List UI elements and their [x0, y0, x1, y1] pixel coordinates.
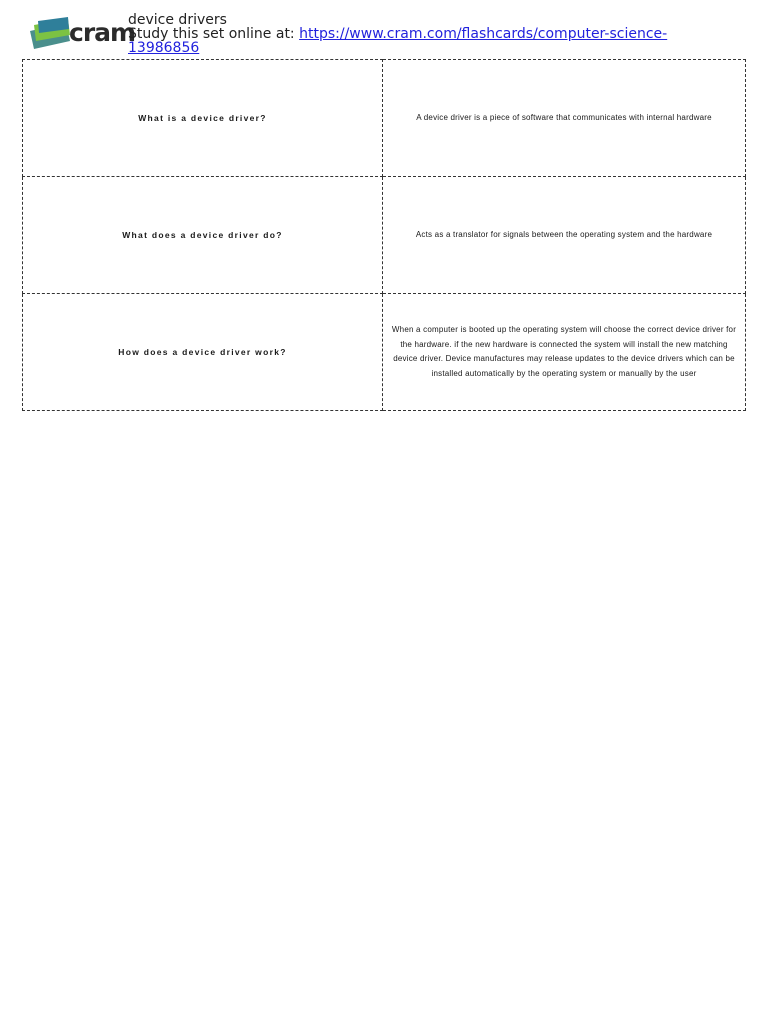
page-header	[28, 13, 748, 57]
study-online-line	[128, 27, 708, 55]
flashcard-row	[23, 294, 746, 411]
cram-logo-icon	[28, 17, 72, 53]
deck-title: device drivers	[128, 12, 227, 28]
study-prefix: Study this set online at:	[128, 26, 300, 42]
card-term: What is a device driver?	[23, 60, 383, 177]
cram-logo[interactable]	[28, 17, 136, 53]
card-definition: When a computer is booted up the operating system will choose the correct device driver for the hardware. if the new hardware is connected the system will install the new matching device driver. Device manufactures may release updates to the device drivers which can be installed automatically by the operating system or manually by the user	[383, 294, 746, 411]
brand-name: cram	[69, 18, 136, 47]
study-set-link[interactable]: https://www.cram.com/flashcards/computer-science-13986856	[128, 26, 668, 56]
flashcard-row	[23, 177, 746, 294]
card-term: How does a device driver work?	[23, 294, 383, 411]
flashcards-table	[22, 59, 746, 411]
card-definition: A device driver is a piece of software that communicates with internal hardware	[383, 60, 746, 177]
header-text	[128, 13, 708, 55]
card-definition: Acts as a translator for signals between the operating system and the hardware	[383, 177, 746, 294]
flashcard-row	[23, 60, 746, 177]
card-term: What does a device driver do?	[23, 177, 383, 294]
